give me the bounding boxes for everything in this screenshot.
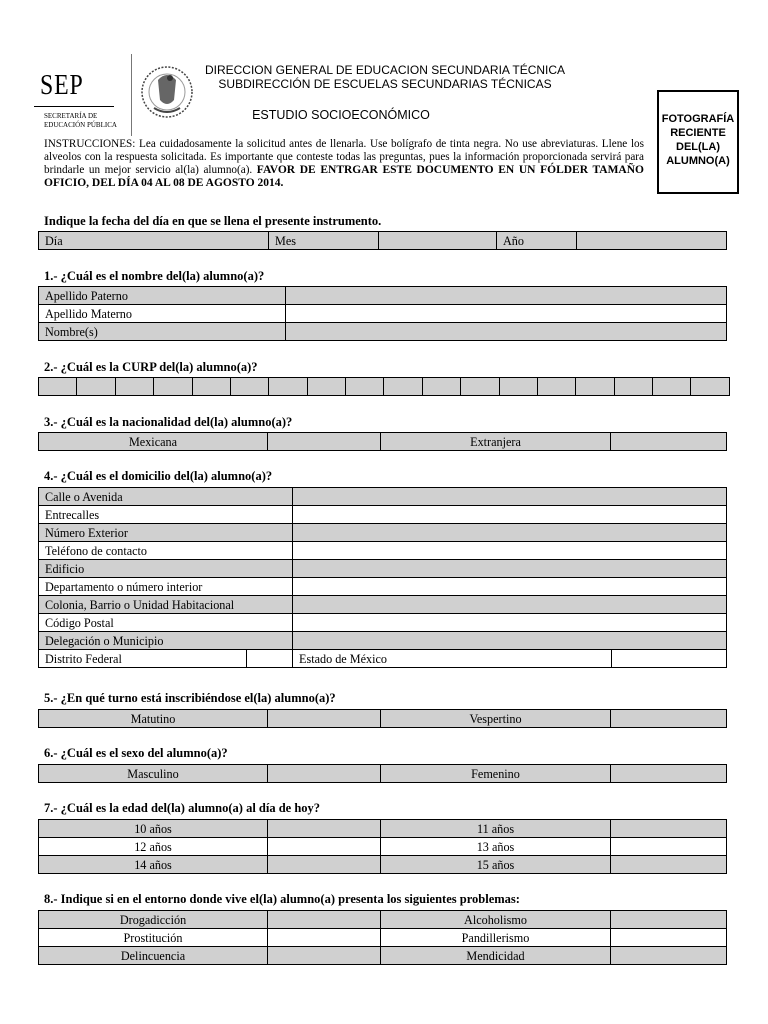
delegacion-field[interactable] [293,632,727,650]
numero-exterior-field[interactable] [293,524,727,542]
q6-question: 6.- ¿Cuál es el sexo del alumno(a)? [44,746,228,760]
calle-label: Calle o Avenida [39,488,293,506]
option-12-anos: 12 años [39,838,268,856]
q5-table [38,709,727,728]
curp-char-box[interactable] [192,378,230,396]
instructions-bold: FAVOR DE ENTRGAR ESTE DOCUMENTO EN UN FÓLDER TAMAÑO OFICIO, DEL DÍA 04 AL 08 DE AGOSTO 2014. [44,164,644,189]
curp-char-box[interactable] [115,378,153,396]
option-15-anos: 15 años [381,856,611,874]
departamento-field[interactable] [293,578,727,596]
photo-box-line-2: RECIENTE [670,127,726,139]
vespertino-checkbox[interactable] [611,710,727,728]
checkbox-delincuencia[interactable] [268,947,381,965]
month-field[interactable] [379,232,497,250]
curp-char-box[interactable] [691,378,730,396]
curp-char-box[interactable] [384,378,422,396]
q7-table [38,819,727,874]
apellido-paterno-label: Apellido Paterno [39,287,286,305]
instructions-text: INSTRUCCIONES: Lea cuidadosamente la solicitud antes de llenarla. Use bolígrafo de tinta negra. No use abreviaturas. Llene los alveolos con la respuesta solicitada. Es importante que conteste todas las preguntas, pues la información proporcionada servirá para brindarle un mejor servicio al(la) alumno(a). [44,138,644,176]
curp-char-box[interactable] [307,378,345,396]
option-masculino: Masculino [39,765,268,783]
header-line-1: DIRECCION GENERAL DE EDUCACION SECUNDARIA TÉCNICA [204,63,566,77]
extranjera-checkbox[interactable] [611,433,727,451]
delegacion-label: Delegación o Municipio [39,632,293,650]
q4-table [38,487,727,668]
option-alcoholismo: Alcoholismo [381,911,611,929]
curp-table [38,377,730,396]
entrecalles-label: Entrecalles [39,506,293,524]
curp-char-box[interactable] [461,378,499,396]
nombre-label: Nombre(s) [39,323,286,341]
option-vespertino: Vespertino [381,710,611,728]
checkbox-mendicidad[interactable] [611,947,727,965]
nombre-field[interactable] [286,323,727,341]
curp-char-box[interactable] [346,378,384,396]
q1-table [38,286,727,341]
date-question: Indique la fecha del día en que se llena el presente instrumento. [44,214,382,228]
distrito-federal-label: Distrito Federal [39,650,247,668]
estado-mexico-checkbox[interactable] [612,650,727,668]
edificio-label: Edificio [39,560,293,578]
entrecalles-field[interactable] [293,506,727,524]
curp-char-box[interactable] [576,378,614,396]
departamento-label: Departamento o número interior [39,578,293,596]
calle-field[interactable] [293,488,727,506]
option-femenino: Femenino [381,765,611,783]
q8-table [38,910,727,965]
sep-logo-subtitle [44,112,117,130]
q2-question: 2.- ¿Cuál es la CURP del(la) alumno(a)? [44,360,258,374]
apellido-materno-label: Apellido Materno [39,305,286,323]
colonia-label: Colonia, Barrio o Unidad Habitacional [39,596,293,614]
curp-char-box[interactable] [39,378,77,396]
q7-question: 7.- ¿Cuál es la edad del(la) alumno(a) al día de hoy? [44,801,321,815]
femenino-checkbox[interactable] [611,765,727,783]
option-extranjera: Extranjera [381,433,611,451]
photo-box-line-1: FOTOGRAFÍA [661,113,735,125]
matutino-checkbox[interactable] [268,710,381,728]
checkbox-10-anos[interactable] [268,820,381,838]
curp-char-box[interactable] [230,378,268,396]
month-label: Mes [269,232,379,250]
q8-question: 8.- Indique si en el entorno donde vive el(la) alumno(a) presenta los siguientes problemas: [44,892,520,906]
checkbox-prostitucion[interactable] [268,929,381,947]
q3-question: 3.- ¿Cuál es la nacionalidad del(la) alumno(a)? [44,415,293,429]
option-10-anos: 10 años [39,820,268,838]
curp-char-box[interactable] [537,378,575,396]
option-delincuencia: Delincuencia [39,947,268,965]
coat-of-arms-icon [140,50,194,134]
photo-box [657,90,739,194]
numero-exterior-label: Número Exterior [39,524,293,542]
photo-box-line-4: ALUMNO(A) [666,155,730,167]
apellido-paterno-field[interactable] [286,287,727,305]
day-label: Día [39,232,269,250]
q5-question: 5.- ¿En qué turno está inscribiéndose el(la) alumno(a)? [44,691,336,705]
option-14-anos: 14 años [39,856,268,874]
q6-table [38,764,727,783]
curp-char-box[interactable] [154,378,192,396]
option-pandillerismo: Pandillerismo [381,929,611,947]
logo-sub1: SECRETARÍA DE [44,112,98,120]
edificio-field[interactable] [293,560,727,578]
logo-rule [34,106,114,107]
option-drogadiccion: Drogadicción [39,911,268,929]
year-field[interactable] [577,232,727,250]
option-mexicana: Mexicana [39,433,268,451]
masculino-checkbox[interactable] [268,765,381,783]
photo-box-line-3: DEL(LA) [676,141,720,153]
checkbox-13-anos[interactable] [611,838,727,856]
checkbox-drogadiccion[interactable] [268,911,381,929]
date-table [38,231,727,250]
telefono-field[interactable] [293,542,727,560]
q4-question: 4.- ¿Cuál es el domicilio del(la) alumno(a)? [44,469,273,483]
option-matutino: Matutino [39,710,268,728]
curp-char-box[interactable] [77,378,115,396]
codigo-postal-label: Código Postal [39,614,293,632]
q1-question: 1.- ¿Cuál es el nombre del(la) alumno(a)? [44,269,265,283]
year-label: Año [497,232,577,250]
colonia-field[interactable] [293,596,727,614]
distrito-federal-checkbox[interactable] [247,650,293,668]
codigo-postal-field[interactable] [293,614,727,632]
mexicana-checkbox[interactable] [268,433,381,451]
telefono-label: Teléfono de contacto [39,542,293,560]
option-11-anos: 11 años [381,820,611,838]
checkbox-12-anos[interactable] [268,838,381,856]
apellido-materno-field[interactable] [286,305,727,323]
option-13-anos: 13 años [381,838,611,856]
q3-table [38,432,727,451]
curp-char-box[interactable] [422,378,460,396]
header-line-2: SUBDIRECCIÓN DE ESCUELAS SECUNDARIAS TÉCNICAS [218,77,552,91]
checkbox-pandillerismo[interactable] [611,929,727,947]
sep-logo-text: SEP [40,70,84,101]
instructions [44,138,644,190]
option-mendicidad: Mendicidad [381,947,611,965]
checkbox-15-anos[interactable] [611,856,727,874]
curp-char-box[interactable] [499,378,537,396]
curp-char-box[interactable] [269,378,307,396]
option-prostitucion: Prostitución [39,929,268,947]
sep-logo [30,52,122,132]
checkbox-11-anos[interactable] [611,820,727,838]
logo-divider [131,54,132,136]
form-title: ESTUDIO SOCIOECONÓMICO [252,108,430,122]
curp-char-box[interactable] [614,378,652,396]
checkbox-alcoholismo[interactable] [611,911,727,929]
checkbox-14-anos[interactable] [268,856,381,874]
estado-mexico-label: Estado de México [293,650,612,668]
logo-sub2: EDUCACIÓN PÚBLICA [44,121,117,129]
curp-char-box[interactable] [653,378,691,396]
